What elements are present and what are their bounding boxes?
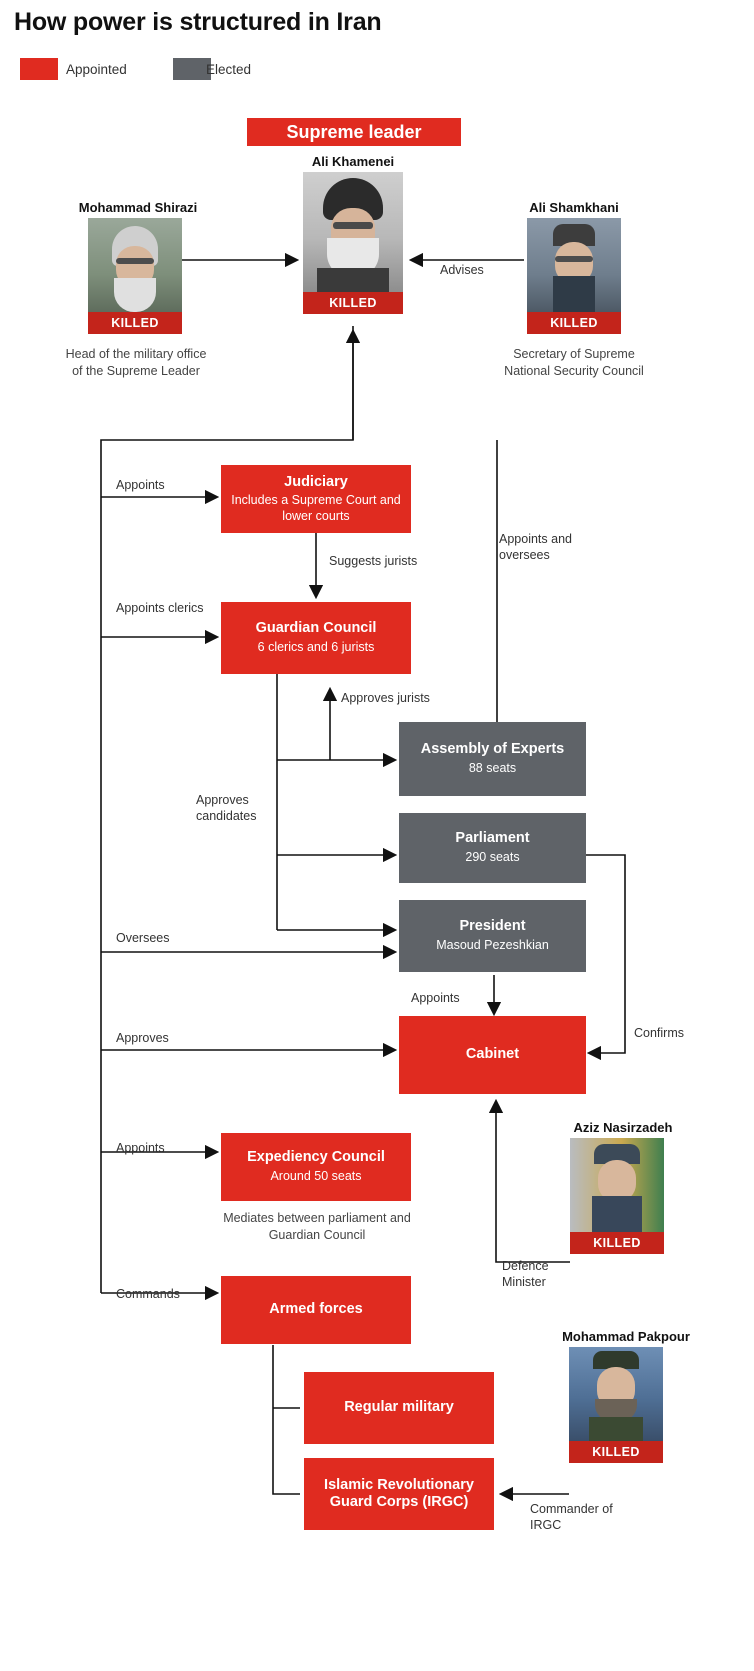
node-irgc — [304, 1458, 494, 1530]
person-photo-shamkhani — [527, 218, 621, 312]
edge-label-oversees: Oversees — [116, 931, 170, 945]
edge-label-defence-minister: Defence Minister — [502, 1259, 549, 1290]
supreme-leader-photo — [303, 172, 403, 292]
node-title: Judiciary — [284, 473, 348, 490]
node-expediency-council — [221, 1133, 411, 1201]
page-title: How power is structured in Iran — [14, 8, 382, 36]
edge-label-confirms: Confirms — [634, 1026, 685, 1040]
node-title: Armed forces — [269, 1301, 363, 1318]
person-killed-badge-shamkhani: KILLED — [527, 312, 621, 334]
person-name-shirazi: Mohammad Shirazi — [78, 200, 198, 215]
node-title: Regular military — [344, 1399, 454, 1416]
supreme-leader-banner: Supreme leader — [247, 118, 461, 146]
node-title: Islamic Revolutionary Guard Corps (IRGC) — [324, 1476, 474, 1510]
person-photo-nasirzadeh — [570, 1138, 664, 1232]
edge-label-advises: Advises — [440, 263, 484, 277]
legend-label-elected: Elected — [206, 62, 252, 77]
node-assembly-of-experts — [399, 722, 586, 796]
node-cabinet — [399, 1016, 586, 1094]
node-subtitle: 290 seats — [465, 849, 520, 864]
person-photo-pakpour — [569, 1347, 663, 1441]
person-killed-badge-shirazi: KILLED — [88, 312, 182, 334]
node-subtitle: 6 clerics and 6 jurists — [257, 639, 375, 654]
person-name-pakpour: Mohammad Pakpour — [562, 1329, 690, 1344]
node-armed-forces — [221, 1276, 411, 1344]
edge-label-approves-candidates: Approves candidates — [196, 793, 257, 824]
node-title: Guardian Council — [255, 620, 377, 637]
node-president — [399, 900, 586, 972]
person-caption-shirazi: Head of the military office of the Supreme Leader — [65, 347, 207, 378]
edge-label-appoints-clerics: Appoints clerics — [116, 601, 204, 615]
edge-label-appoints-cabinet: Appoints — [411, 991, 460, 1005]
node-subtitle: 88 seats — [468, 760, 517, 775]
person-name-shamkhani: Ali Shamkhani — [529, 200, 619, 215]
node-parliament — [399, 813, 586, 883]
note-expediency-council: Mediates between parliament and Guardian Council — [223, 1211, 411, 1242]
node-title: Expediency Council — [247, 1149, 385, 1166]
supreme-leader-name: Ali Khamenei — [311, 154, 395, 169]
node-guardian-council — [221, 602, 411, 674]
person-caption-shamkhani: Secretary of Supreme National Security Council — [504, 347, 644, 378]
node-regular-military — [304, 1372, 494, 1444]
edge-label-appoints-and-oversees: Appoints and oversees — [499, 532, 572, 563]
legend-swatch-appointed — [20, 58, 58, 80]
node-subtitle: Masoud Pezeshkian — [436, 937, 549, 952]
supreme-leader-killed-badge: KILLED — [303, 292, 403, 314]
edge-label-commands: Commands — [116, 1287, 180, 1301]
node-title: Parliament — [455, 830, 530, 847]
person-killed-badge-pakpour: KILLED — [569, 1441, 663, 1463]
person-killed-badge-nasirzadeh: KILLED — [570, 1232, 664, 1254]
edge-label-approves-jurists: Approves jurists — [341, 691, 430, 705]
node-judiciary — [221, 465, 411, 533]
person-photo-shirazi — [88, 218, 182, 312]
edge-label-approves: Approves — [116, 1031, 169, 1045]
person-name-nasirzadeh: Aziz Nasirzadeh — [573, 1120, 673, 1135]
edge-label-appoints-expediency: Appoints — [116, 1141, 165, 1155]
node-title: Cabinet — [465, 1046, 520, 1063]
node-subtitle: Around 50 seats — [270, 1168, 362, 1183]
edge-label-suggests-jurists: Suggests jurists — [329, 554, 418, 568]
legend-label-appointed: Appointed — [66, 62, 127, 77]
edge-label-commander-irgc: Commander of IRGC — [530, 1502, 613, 1533]
node-title: Assembly of Experts — [420, 741, 565, 758]
node-title: President — [459, 918, 526, 935]
edge-label-appoints-judiciary: Appoints — [116, 478, 165, 492]
node-subtitle: Includes a Supreme Court and lower courts — [231, 493, 401, 523]
